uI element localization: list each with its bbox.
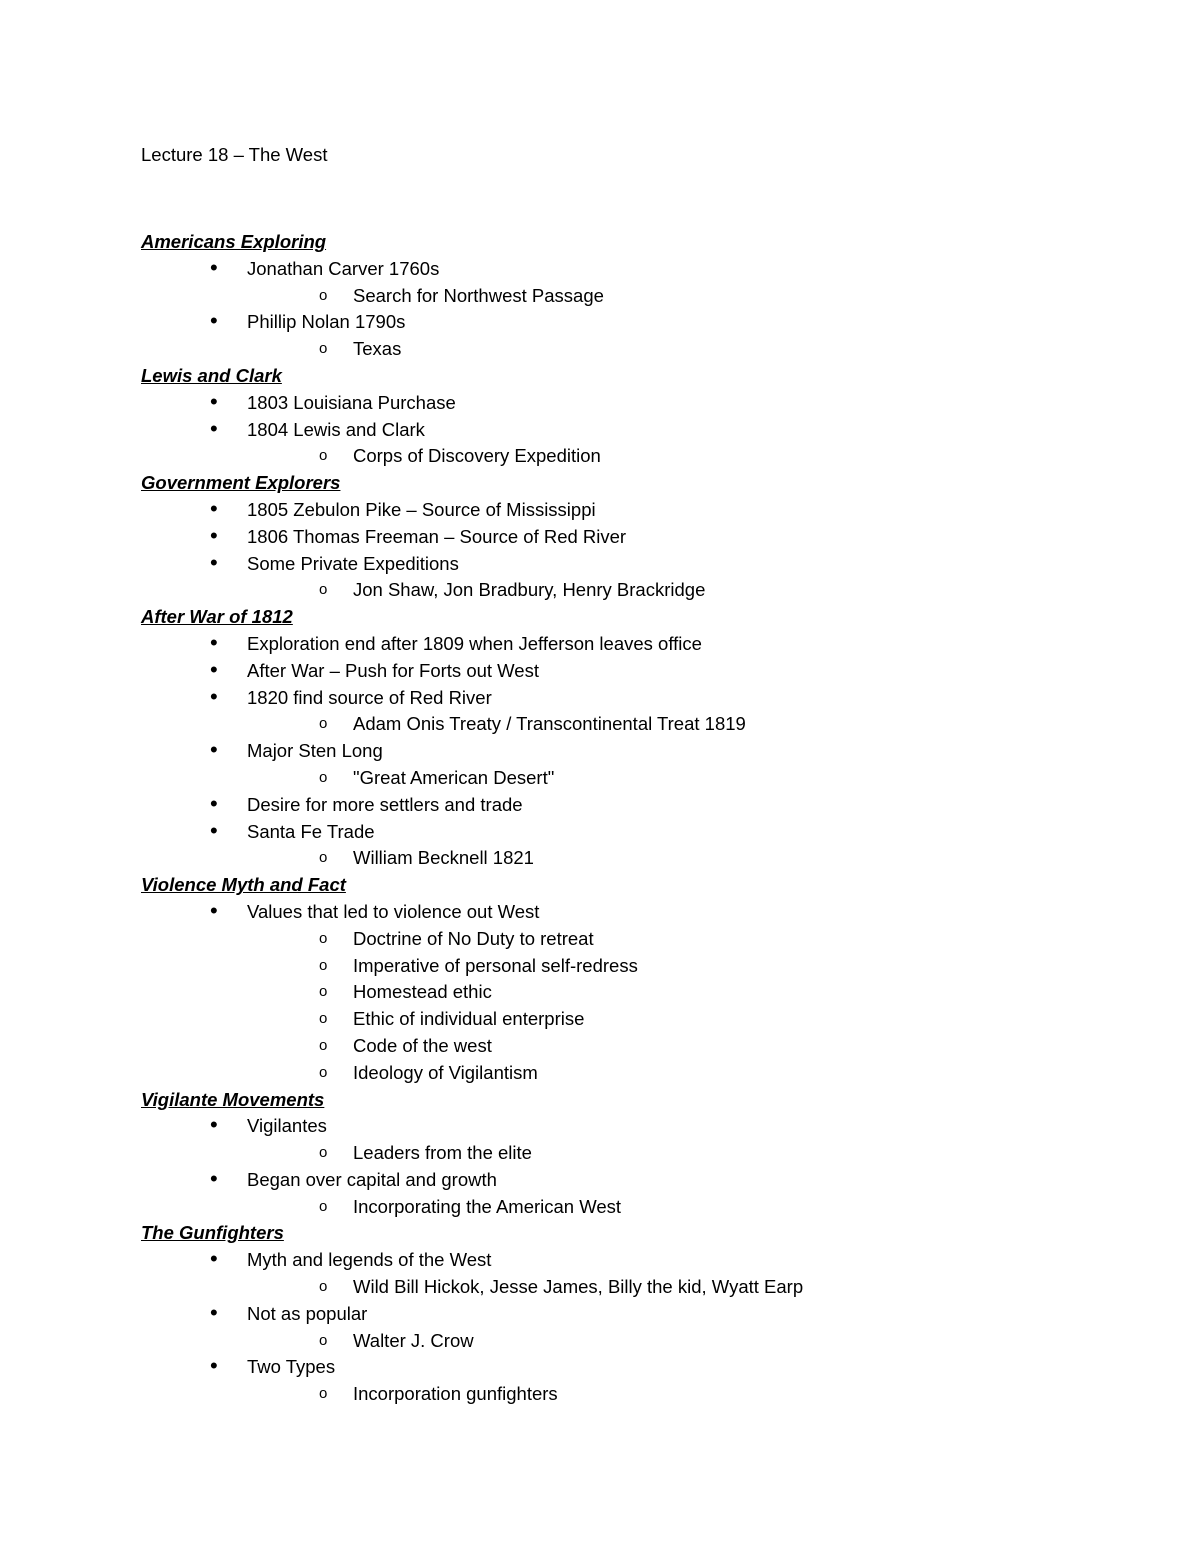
item-text: Incorporating the American West	[353, 1195, 622, 1217]
bullet-marker: •	[210, 1353, 218, 1379]
item-text: 1803 Louisiana Purchase	[247, 391, 456, 413]
sub-bullet-marker: o	[319, 1278, 328, 1296]
bullet-item	[141, 631, 1141, 658]
sub-bullet-item	[141, 443, 1141, 470]
sub-bullet-marker: o	[319, 956, 328, 974]
sub-bullet-marker: o	[319, 983, 328, 1001]
lecture-outline	[141, 229, 1141, 1408]
bullet-item	[141, 497, 1141, 524]
item-text: Imperative of personal self-redress	[353, 954, 638, 976]
item-text: Vigilantes	[247, 1115, 327, 1137]
item-text: Wild Bill Hickok, Jesse James, Billy the kid, Wyatt Earp	[353, 1276, 804, 1298]
sub-bullet-marker: o	[319, 1385, 328, 1403]
section-heading: The Gunfighters	[141, 1222, 284, 1244]
sub-bullet-item	[141, 577, 1141, 604]
bullet-marker: •	[210, 415, 218, 441]
bullet-item	[141, 792, 1141, 819]
sub-bullet-item	[141, 1381, 1141, 1408]
bullet-item	[141, 417, 1141, 444]
sub-bullet-item	[141, 1274, 1141, 1301]
sub-bullet-item	[141, 1033, 1141, 1060]
item-text: Search for Northwest Passage	[353, 284, 604, 306]
sub-bullet-marker: o	[319, 581, 328, 599]
bullet-marker: •	[210, 790, 218, 816]
bullet-marker: •	[210, 737, 218, 763]
sub-bullet-marker: o	[319, 929, 328, 947]
bullet-item	[141, 309, 1141, 336]
item-text: Walter J. Crow	[353, 1329, 474, 1351]
bullet-item	[141, 738, 1141, 765]
item-text: Ethic of individual enterprise	[353, 1008, 585, 1030]
sub-bullet-item	[141, 283, 1141, 310]
sub-bullet-marker: o	[319, 1063, 328, 1081]
bullet-marker: •	[210, 1246, 218, 1272]
sub-bullet-item	[141, 1328, 1141, 1355]
bullet-marker: •	[210, 629, 218, 655]
sub-bullet-marker: o	[319, 715, 328, 733]
item-text: Desire for more settlers and trade	[247, 793, 523, 815]
item-text: Ideology of Vigilantism	[353, 1061, 538, 1083]
sub-bullet-marker: o	[319, 1144, 328, 1162]
sub-bullet-item	[141, 711, 1141, 738]
section-heading: Government Explorers	[141, 472, 341, 494]
sub-bullet-marker: o	[319, 340, 328, 358]
item-text: Exploration end after 1809 when Jefferson leaves office	[247, 632, 702, 654]
bullet-marker: •	[210, 1299, 218, 1325]
item-text: Homestead ethic	[353, 981, 492, 1003]
bullet-item	[141, 551, 1141, 578]
item-text: William Becknell 1821	[353, 847, 534, 869]
sub-bullet-marker: o	[319, 768, 328, 786]
sub-bullet-item	[141, 1140, 1141, 1167]
item-text: Corps of Discovery Expedition	[353, 445, 601, 467]
item-text: Myth and legends of the West	[247, 1249, 492, 1271]
sub-bullet-marker: o	[319, 1197, 328, 1215]
bullet-marker: •	[210, 549, 218, 575]
sub-bullet-item	[141, 1060, 1141, 1087]
sub-bullet-marker: o	[319, 447, 328, 465]
bullet-marker: •	[210, 495, 218, 521]
bullet-item	[141, 1247, 1141, 1274]
document-title: Lecture 18 – The West	[141, 144, 328, 165]
item-text: After War – Push for Forts out West	[247, 659, 539, 681]
item-text: 1805 Zebulon Pike – Source of Mississippi	[247, 498, 596, 520]
bullet-marker: •	[210, 683, 218, 709]
bullet-item	[141, 685, 1141, 712]
item-text: Not as popular	[247, 1302, 368, 1324]
bullet-marker: •	[210, 656, 218, 682]
sub-bullet-item	[141, 926, 1141, 953]
sub-bullet-item	[141, 1006, 1141, 1033]
item-text: Code of the west	[353, 1034, 492, 1056]
item-text: Leaders from the elite	[353, 1142, 532, 1164]
sub-bullet-marker: o	[319, 1036, 328, 1054]
sub-bullet-marker: o	[319, 1010, 328, 1028]
section-heading: Violence Myth and Fact	[141, 874, 346, 896]
sub-bullet-item	[141, 845, 1141, 872]
item-text: Two Types	[247, 1356, 336, 1378]
sub-bullet-item	[141, 336, 1141, 363]
item-text: 1820 find source of Red River	[247, 686, 492, 708]
bullet-item	[141, 524, 1141, 551]
item-text: Adam Onis Treaty / Transcontinental Treat 1819	[353, 713, 746, 735]
item-text: "Great American Desert"	[353, 766, 555, 788]
sub-bullet-item	[141, 765, 1141, 792]
section-heading: Lewis and Clark	[141, 364, 282, 386]
bullet-item	[141, 658, 1141, 685]
bullet-marker: •	[210, 1165, 218, 1191]
item-text: 1806 Thomas Freeman – Source of Red River	[247, 525, 627, 547]
bullet-item	[141, 1113, 1141, 1140]
item-text: Major Sten Long	[247, 740, 383, 762]
item-text: Texas	[353, 338, 402, 360]
bullet-item	[141, 1167, 1141, 1194]
item-text: Jonathan Carver 1760s	[247, 257, 440, 279]
bullet-marker: •	[210, 522, 218, 548]
section-heading: Americans Exploring	[141, 231, 327, 252]
bullet-item	[141, 1301, 1141, 1328]
document-page	[141, 141, 1141, 1408]
item-text: Some Private Expeditions	[247, 552, 459, 574]
bullet-item	[141, 390, 1141, 417]
sub-bullet-item	[141, 953, 1141, 980]
sub-bullet-marker: o	[319, 849, 328, 867]
bullet-item	[141, 899, 1141, 926]
item-text: Jon Shaw, Jon Bradbury, Henry Brackridge	[353, 579, 706, 601]
sub-bullet-item	[141, 979, 1141, 1006]
item-text: Phillip Nolan 1790s	[247, 311, 406, 333]
sub-bullet-item	[141, 1194, 1141, 1221]
bullet-marker: •	[210, 308, 218, 334]
bullet-item	[141, 256, 1141, 283]
bullet-item	[141, 819, 1141, 846]
item-text: 1804 Lewis and Clark	[247, 418, 425, 440]
item-text: Santa Fe Trade	[247, 820, 375, 842]
bullet-marker: •	[210, 1112, 218, 1138]
sub-bullet-marker: o	[319, 1331, 328, 1349]
bullet-marker: •	[210, 388, 218, 414]
item-text: Began over capital and growth	[247, 1168, 497, 1190]
bullet-marker: •	[210, 254, 218, 280]
sub-bullet-marker: o	[319, 286, 328, 304]
bullet-marker: •	[210, 817, 218, 843]
bullet-marker: •	[210, 897, 218, 923]
bullet-item	[141, 1354, 1141, 1381]
item-text: Doctrine of No Duty to retreat	[353, 927, 594, 949]
section-heading: Vigilante Movements	[141, 1088, 325, 1110]
item-text: Values that led to violence out West	[247, 900, 540, 922]
section-heading: After War of 1812	[141, 606, 293, 628]
item-text: Incorporation gunfighters	[353, 1383, 558, 1405]
